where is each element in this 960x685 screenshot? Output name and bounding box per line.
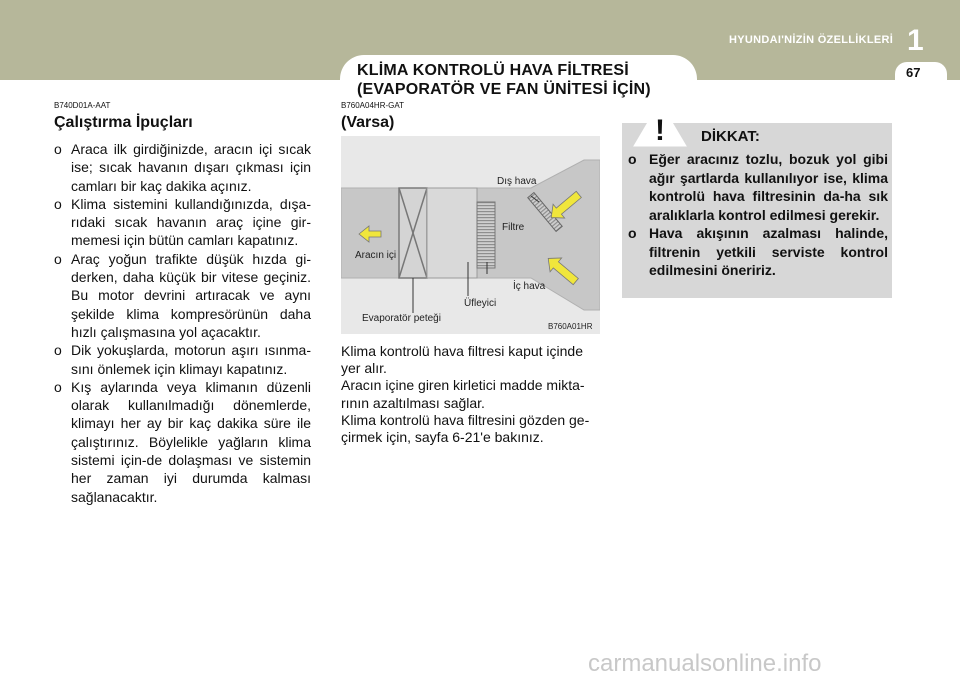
warning-text: Hava akışının azalması halinde, filtrenin yetkili serviste kontrol edilmesini öneririz.	[649, 225, 888, 278]
left-section-heading: Çalıştırma İpuçları	[54, 114, 193, 131]
warning-triangle-icon	[632, 100, 688, 148]
warning-text: Eğer aracınız tozlu, bozuk yol gibi ağır şartlarda kullanılıyor ise, klima kontrolü hava filtresinin da-ha sık aralıklarla kontrol edilmesi gerekir.	[649, 151, 888, 223]
tip-text: Klima sistemini kullandığınızda, dışa-rıdaki sıcak havanın araç içine gir-memesi için bütün camları kapatınız.	[71, 195, 311, 249]
left-section-code: B740D01A-AAT	[54, 101, 111, 110]
middle-section-heading: (Varsa)	[341, 114, 395, 131]
tip-text: Araç yoğun trafikte düşük hızda gi-derken, daha küçük bir vitese geçiniz. Bu motor devrini artıracak ve aynı şekilde klima kompresörünün daha hızlı çalışmasına yol açacaktır.	[71, 250, 311, 340]
bullet-marker: o	[628, 225, 637, 241]
bullet-marker: o	[54, 250, 62, 267]
label-outside-air: Dış hava	[497, 176, 537, 187]
description-line: Aracın içine giren kirletici madde mikta-rının azaltılması sağlar.	[341, 377, 585, 411]
warning-item	[628, 224, 888, 280]
section-title-line1: KLİMA KONTROLÜ HAVA FİLTRESİ	[357, 62, 629, 79]
tip-item	[54, 140, 311, 195]
tip-text: Dik yokuşlarda, motorun aşırı ısınma-sını önlemek için klimayı kapatınız.	[71, 342, 311, 377]
warning-list	[628, 150, 888, 280]
tip-item	[54, 341, 311, 378]
bullet-marker: o	[54, 195, 62, 212]
bullet-marker: o	[54, 141, 62, 157]
page-number: 67	[906, 65, 921, 80]
section-title	[357, 61, 651, 99]
description-line: Klima kontrolü hava filtresi kaput içinde yer alır.	[341, 343, 584, 377]
filter-description	[341, 343, 601, 446]
tip-item	[54, 250, 311, 341]
tips-list	[54, 140, 311, 506]
label-evaporator: Evaporatör peteği	[362, 313, 441, 324]
chapter-name: HYUNDAI'NİZİN ÖZELLİKLERİ	[729, 34, 894, 46]
tip-item	[54, 378, 311, 506]
figure-code: B760A01HR	[548, 322, 593, 331]
section-title-line2: (EVAPORATÖR VE FAN ÜNİTESİ İÇİN)	[357, 81, 651, 98]
warning-title: DİKKAT:	[701, 128, 760, 145]
blower-unit	[477, 202, 495, 268]
bullet-marker: o	[54, 342, 62, 359]
filter-diagram-svg	[341, 136, 600, 334]
tip-text: Araca ilk girdiğinizde, aracın içi sıcak ise; sıcak havanın dışarı çıkması için camları bir kaç dakika açınız.	[71, 141, 311, 194]
watermark: carmanualsonline.info	[588, 650, 822, 677]
label-blower: Üfleyici	[464, 298, 497, 309]
warning-item	[628, 150, 888, 224]
bullet-marker: o	[54, 378, 62, 395]
label-inside-air: İç hava	[513, 281, 546, 292]
label-cabin: Aracın içi	[355, 250, 397, 261]
warning-symbol: !	[655, 114, 665, 147]
tip-item	[54, 195, 311, 250]
bullet-marker: o	[628, 151, 637, 167]
chapter-number: 1	[907, 24, 924, 57]
middle-section-code: B760A04HR-GAT	[341, 101, 404, 110]
blower-housing	[427, 188, 477, 278]
tip-text: Kış aylarında veya klimanın düzenli olarak kullanılmadığı dönemlerde, klimayı her ay bir kaç dakika süre ile çalıştırınız. Böylelikle yağların klima sistemi için-de dolaşması ve sistemin her zaman iyi durumda kalması sağlanacaktır.	[71, 378, 311, 505]
description-line: Klima kontrolü hava filtresini gözden ge-çirmek için, sayfa 6-21'e bakınız.	[341, 411, 590, 446]
label-filter: Filtre	[502, 222, 525, 233]
page-number-tab	[895, 62, 947, 86]
filter-diagram	[341, 136, 600, 334]
